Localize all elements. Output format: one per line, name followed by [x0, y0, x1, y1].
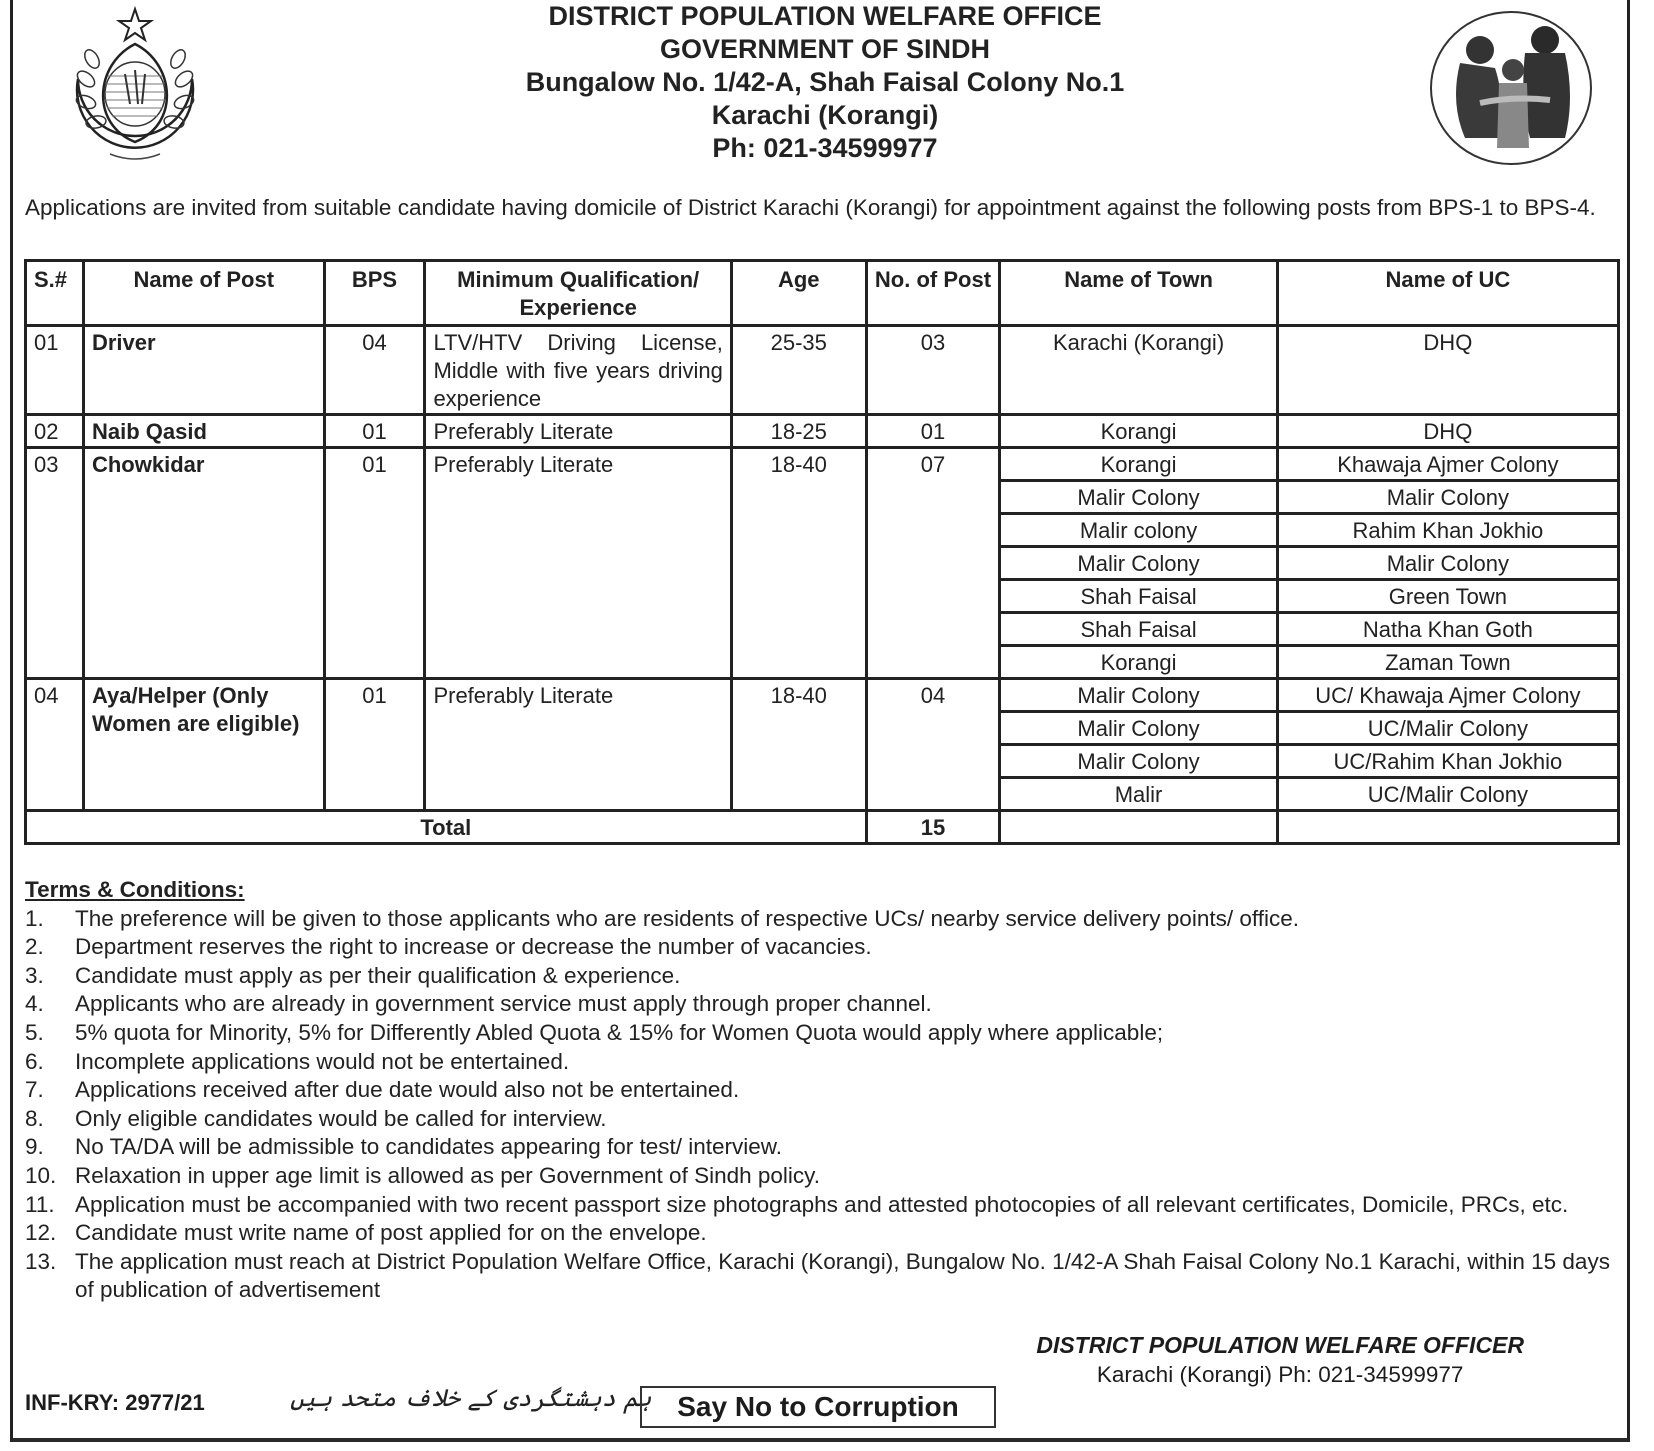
term-text: Applications received after due date would also not be entertained.	[75, 1077, 740, 1103]
cell-age: 18-25	[731, 415, 866, 448]
reference-number: INF-KRY: 2977/21	[25, 1390, 205, 1415]
cell-uc: Zaman Town	[1277, 646, 1618, 679]
cell-uc: Khawaja Ajmer Colony	[1277, 448, 1618, 481]
term-item	[25, 1133, 1625, 1162]
cell-town: Malir Colony	[1000, 679, 1277, 712]
term-text: Application must be accompanied with two recent passport size photographs and attested photocopies of all relevant certificates, Domicile, PRCs, etc.	[75, 1191, 1569, 1217]
term-text: Relaxation in upper age limit is allowed as per Government of Sindh policy.	[75, 1162, 820, 1188]
term-number: 10.	[25, 1162, 57, 1188]
term-item	[25, 933, 1625, 962]
term-number: 11.	[25, 1191, 55, 1217]
cell-count: 01	[866, 415, 1000, 448]
cell-age: 25-35	[731, 326, 866, 415]
term-item	[25, 1019, 1625, 1048]
cell-town: Shah Faisal	[1000, 580, 1277, 613]
term-number: 13.	[25, 1248, 57, 1274]
posts-table	[24, 259, 1620, 845]
term-text: Department reserves the right to increase or decrease the number of vacancies.	[75, 934, 872, 960]
cell-town: Malir Colony	[1000, 745, 1277, 778]
header-post-name: Name of Post	[83, 261, 324, 326]
office-header	[420, 0, 1230, 165]
header-address: Bungalow No. 1/42-A, Shah Faisal Colony No.1	[525, 67, 1125, 97]
cell-count: 07	[866, 448, 1000, 679]
cell-uc: UC/Rahim Khan Jokhio	[1277, 745, 1618, 778]
total-label: Total	[26, 811, 867, 844]
table-row	[26, 679, 1619, 712]
term-number: 5.	[25, 1019, 44, 1045]
term-text: Only eligible candidates would be called for interview.	[75, 1105, 607, 1131]
term-text: Candidate must write name of post applied for on the envelope.	[75, 1220, 707, 1246]
term-item	[25, 905, 1625, 934]
term-text: 5% quota for Minority, 5% for Differently Abled Quota & 15% for Women Quota would apply where applicable;	[75, 1019, 1164, 1045]
term-number: 8.	[25, 1105, 44, 1131]
header-office-name: DISTRICT POPULATION WELFARE OFFICE	[548, 1, 1102, 31]
cell-town: Malir	[1000, 778, 1277, 811]
terms-title: Terms & Conditions:	[25, 877, 245, 902]
term-number: 1.	[25, 905, 44, 931]
cell-uc: Green Town	[1277, 580, 1618, 613]
cell-qualification: Preferably Literate	[425, 448, 731, 679]
cell-count: 03	[866, 326, 1000, 415]
header-bps: BPS	[324, 261, 425, 326]
cell-town: Malir Colony	[1000, 712, 1277, 745]
terms-section	[25, 876, 1625, 1305]
cell-sno: 03	[26, 448, 84, 679]
cell-uc: Natha Khan Goth	[1277, 613, 1618, 646]
cell-town: Korangi	[1000, 415, 1277, 448]
cell-sno: 01	[26, 326, 84, 415]
cell-post: Chowkidar	[83, 448, 324, 679]
cell-age: 18-40	[731, 448, 866, 679]
sindh-government-emblem-icon	[50, 4, 220, 184]
table-row	[26, 326, 1619, 415]
cell-post: Driver	[83, 326, 324, 415]
cell-bps: 01	[324, 415, 425, 448]
cell-town: Malir Colony	[1000, 481, 1277, 514]
header-phone: Ph: 021-34599977	[712, 133, 938, 163]
cell-age: 18-40	[731, 679, 866, 811]
cell-qualification: Preferably Literate	[425, 415, 731, 448]
term-item	[25, 1219, 1625, 1248]
cell-uc: Malir Colony	[1277, 481, 1618, 514]
term-text: Candidate must apply as per their qualification & experience.	[75, 962, 681, 988]
officer-contact: Karachi (Korangi) Ph: 021-34599977	[1096, 1362, 1464, 1387]
officer-title: DISTRICT POPULATION WELFARE OFFICER	[1036, 1332, 1524, 1358]
cell-uc: UC/Malir Colony	[1277, 778, 1618, 811]
term-item	[25, 1076, 1625, 1105]
table-header-row	[26, 261, 1619, 326]
cell-town: Malir colony	[1000, 514, 1277, 547]
cell-bps: 01	[324, 679, 425, 811]
cell-uc: DHQ	[1277, 326, 1618, 415]
cell-town: Malir Colony	[1000, 547, 1277, 580]
signoff-block	[1036, 1330, 1524, 1390]
cell-qualification: LTV/HTV Driving License, Middle with five years driving experience	[425, 326, 731, 415]
cell-post: Naib Qasid	[83, 415, 324, 448]
table-row	[26, 448, 1619, 481]
term-text: Incomplete applications would not be entertained.	[75, 1048, 570, 1074]
term-item	[25, 962, 1625, 991]
cell-town: Shah Faisal	[1000, 613, 1277, 646]
cell-town: Korangi	[1000, 646, 1277, 679]
term-text: The application must reach at District Population Welfare Office, Karachi (Korangi), Bungalow No. 1/42-A Shah Faisal Colony No.1 Karachi, within 15 days of publication of advertisement	[75, 1248, 1610, 1303]
population-welfare-family-icon	[1425, 8, 1597, 168]
cell-uc: UC/ Khawaja Ajmer Colony	[1277, 679, 1618, 712]
term-item	[25, 1191, 1625, 1220]
total-uc-empty	[1277, 811, 1618, 844]
cell-town: Korangi	[1000, 448, 1277, 481]
term-text: No TA/DA will be admissible to candidates appearing for test/ interview.	[75, 1134, 783, 1160]
term-item	[25, 1048, 1625, 1077]
cell-uc: Malir Colony	[1277, 547, 1618, 580]
say-no-to-corruption-box: Say No to Corruption	[640, 1386, 996, 1428]
term-item	[25, 1162, 1625, 1191]
header-sno: S.#	[26, 261, 84, 326]
total-value: 15	[866, 811, 1000, 844]
header-government: GOVERNMENT OF SINDH	[659, 34, 990, 64]
header-post-count: No. of Post	[866, 261, 1000, 326]
term-text: The preference will be given to those applicants who are residents of respective UCs/ nearby service delivery points/ office.	[75, 905, 1299, 931]
cell-bps: 01	[324, 448, 425, 679]
cell-town: Karachi (Korangi)	[1000, 326, 1277, 415]
cell-uc: Rahim Khan Jokhio	[1277, 514, 1618, 547]
header-qualification: Minimum Qualification/ Experience	[425, 261, 731, 326]
header-uc: Name of UC	[1277, 261, 1618, 326]
term-item	[25, 990, 1625, 1019]
cell-qualification: Preferably Literate	[425, 679, 731, 811]
total-town-empty	[1000, 811, 1277, 844]
cell-uc: UC/Malir Colony	[1277, 712, 1618, 745]
term-number: 12.	[25, 1220, 57, 1246]
term-number: 9.	[25, 1134, 44, 1160]
header-town: Name of Town	[1000, 261, 1277, 326]
term-text: Applicants who are already in government service must apply through proper channel.	[75, 991, 932, 1017]
term-number: 4.	[25, 991, 44, 1017]
header-age: Age	[731, 261, 866, 326]
cell-post: Aya/Helper (Only Women are eligible)	[83, 679, 324, 811]
table-row	[26, 415, 1619, 448]
term-number: 2.	[25, 934, 44, 960]
term-item	[25, 1248, 1625, 1305]
term-number: 3.	[25, 962, 44, 988]
cell-count: 04	[866, 679, 1000, 811]
term-number: 6.	[25, 1048, 44, 1074]
term-number: 7.	[25, 1077, 44, 1103]
cell-uc: DHQ	[1277, 415, 1618, 448]
header-city: Karachi (Korangi)	[711, 100, 939, 130]
total-row	[26, 811, 1619, 844]
cell-sno: 02	[26, 415, 84, 448]
urdu-slogan: ہم دہشتگردی کے خلاف متحد ہیں	[290, 1384, 652, 1412]
term-item	[25, 1105, 1625, 1134]
cell-bps: 04	[324, 326, 425, 415]
cell-sno: 04	[26, 679, 84, 811]
intro-paragraph: Applications are invited from suitable candidate having domicile of District Karachi (Korangi) for appointment against the following posts from BPS-1 to BPS-4.	[25, 195, 1596, 220]
